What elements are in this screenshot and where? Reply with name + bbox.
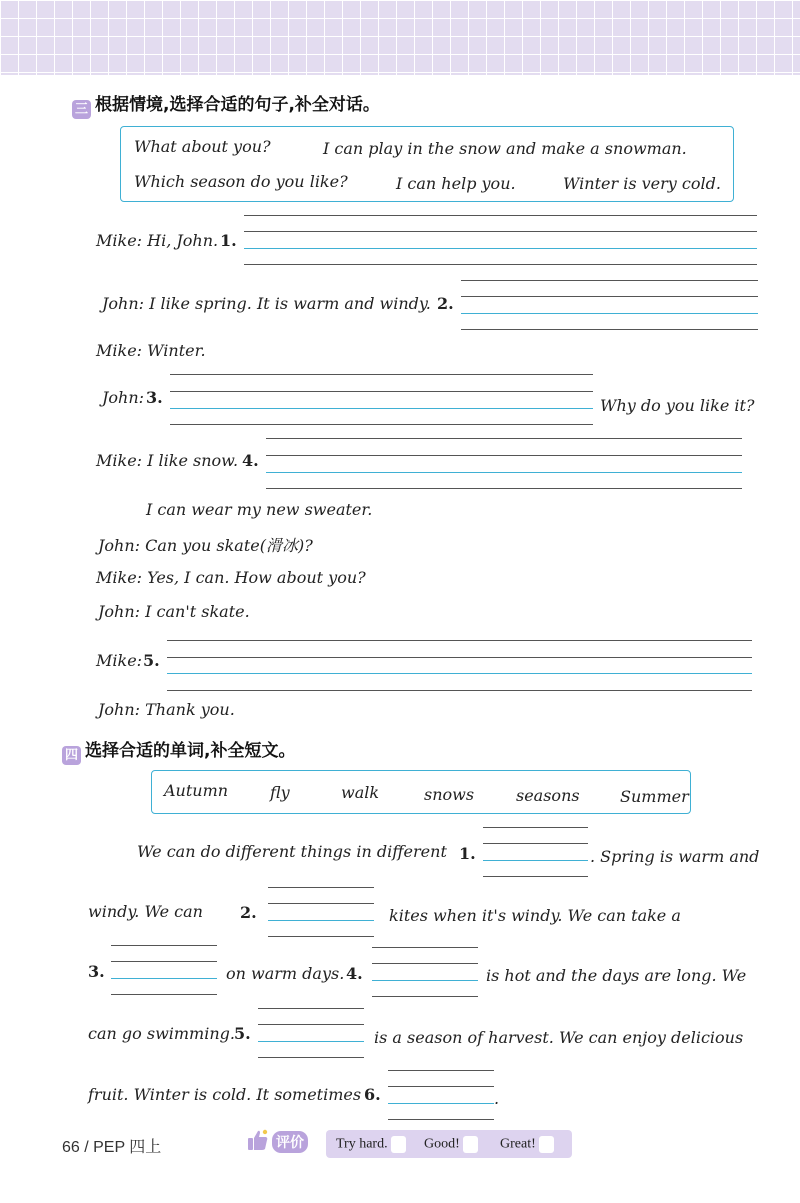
passage-text: is hot and the days are long. We [486, 966, 747, 985]
dialogue-line-mike: Mike: [96, 651, 143, 670]
dialogue-line-mike: Mike: Yes, I can. How about you? [96, 568, 366, 587]
blank-number: 5. [234, 1024, 251, 1043]
dialogue-line-john: John: I can't skate. [98, 602, 250, 621]
answer-line-p1[interactable] [483, 860, 588, 861]
option-sentence: Which season do you like? [134, 172, 348, 191]
writing-line [170, 424, 593, 425]
blank-number: 3. [88, 962, 105, 981]
answer-line-3[interactable] [170, 408, 593, 409]
checkbox[interactable] [539, 1136, 554, 1153]
option-sentence: I can help you. [396, 174, 516, 193]
passage-text: . Spring is warm and [590, 847, 760, 866]
header-band [0, 0, 800, 75]
blank-number: 1. [459, 844, 476, 863]
blank-number: 2. [437, 294, 454, 313]
writing-line [388, 1086, 494, 1087]
answer-line-p4[interactable] [372, 980, 478, 981]
passage-text: windy. We can [88, 902, 203, 921]
passage-text: is a season of harvest. We can enjoy delicious [374, 1028, 744, 1047]
writing-line [170, 391, 593, 392]
writing-line [266, 438, 742, 439]
answer-line-p6[interactable] [388, 1103, 494, 1104]
option-sentence: What about you? [134, 137, 271, 156]
writing-line [258, 1008, 364, 1009]
passage-text: on warm days. [226, 964, 345, 983]
dialogue-line-mike: Mike: I like snow. [96, 451, 239, 470]
word-option: snows [424, 785, 475, 804]
section3-title [72, 90, 380, 119]
answer-line-4[interactable] [266, 472, 742, 473]
writing-line [266, 488, 742, 489]
writing-line [111, 994, 217, 995]
blank-number: 4. [346, 964, 363, 983]
eval-option-label: Great! [500, 1136, 536, 1152]
passage-text: fruit. Winter is cold. It sometimes [88, 1085, 362, 1104]
writing-line [268, 903, 374, 904]
section4-title [62, 736, 295, 765]
writing-line [483, 876, 588, 877]
section3-number: 三 [72, 100, 91, 119]
writing-line [372, 996, 478, 997]
passage-text: . [494, 1089, 500, 1108]
blank-number: 3. [146, 388, 163, 407]
dialogue-line-mike: Mike: Winter. [96, 341, 206, 360]
section3-title-text: 根据情境,选择合适的句子,补全对话。 [95, 95, 380, 115]
eval-option-label: Good! [424, 1136, 460, 1152]
word-option: seasons [516, 786, 580, 805]
writing-line [167, 640, 752, 641]
writing-line [461, 296, 758, 297]
writing-line [266, 455, 742, 456]
word-options-box [151, 770, 691, 814]
blank-number: 2. [240, 903, 257, 922]
evaluation-label: 评价 [272, 1131, 308, 1153]
writing-line [170, 374, 593, 375]
blank-number: 1. [220, 231, 237, 250]
dialogue-line-john: John: [102, 388, 145, 407]
word-option: Autumn [164, 781, 229, 800]
dialogue-line-john: John: Thank you. [98, 700, 235, 719]
dialogue-line-john-tail: Why do you like it? [600, 396, 755, 415]
thumbs-up-icon [246, 1128, 270, 1152]
eval-option-good[interactable] [424, 1136, 478, 1153]
answer-line-5[interactable] [167, 673, 752, 674]
option-sentence: I can play in the snow and make a snowman. [323, 139, 687, 158]
answer-line-2[interactable] [461, 313, 758, 314]
option-sentence: Winter is very cold. [563, 174, 721, 193]
blank-number: 5. [143, 651, 160, 670]
writing-line [244, 215, 757, 216]
writing-line [372, 947, 478, 948]
answer-line-p5[interactable] [258, 1041, 364, 1042]
passage-text: can go swimming. [88, 1024, 235, 1043]
writing-line [111, 945, 217, 946]
page-number: 66 / PEP 四上 [62, 1139, 162, 1156]
writing-line [167, 690, 752, 691]
blank-number: 4. [242, 451, 259, 470]
writing-line [388, 1070, 494, 1071]
writing-line [268, 936, 374, 937]
eval-option-great[interactable] [500, 1136, 554, 1153]
word-option: Summer [620, 787, 689, 806]
dialogue-line-mike: Mike: Hi, John. [96, 231, 219, 250]
eval-option-try-hard[interactable] [336, 1136, 406, 1153]
answer-line-p2[interactable] [268, 920, 374, 921]
blank-number: 6. [364, 1085, 381, 1104]
writing-line [167, 657, 752, 658]
writing-line [461, 329, 758, 330]
dialogue-line-john: John: Can you skate(滑冰)? [98, 536, 313, 555]
answer-line-p3[interactable] [111, 978, 217, 979]
writing-line [483, 843, 588, 844]
writing-line [258, 1057, 364, 1058]
word-option: walk [341, 783, 380, 802]
passage-text: kites when it's windy. We can take a [389, 906, 681, 925]
dialogue-line-john: John: I like spring. It is warm and windy. [102, 294, 431, 313]
checkbox[interactable] [463, 1136, 478, 1153]
writing-line [244, 264, 757, 265]
section4-title-text: 选择合适的单词,补全短文。 [85, 741, 296, 761]
writing-line [461, 280, 758, 281]
dialogue-line-mike-cont: I can wear my new sweater. [146, 500, 373, 519]
section4-number: 四 [62, 746, 81, 765]
word-option: fly [270, 783, 290, 802]
answer-line-1[interactable] [244, 248, 757, 249]
writing-line [483, 827, 588, 828]
writing-line [388, 1119, 494, 1120]
writing-line [372, 963, 478, 964]
writing-line [268, 887, 374, 888]
checkbox[interactable] [391, 1136, 406, 1153]
passage-text: We can do different things in different [137, 842, 447, 861]
writing-line [111, 961, 217, 962]
eval-option-label: Try hard. [336, 1136, 388, 1152]
writing-line [244, 231, 757, 232]
writing-line [258, 1024, 364, 1025]
